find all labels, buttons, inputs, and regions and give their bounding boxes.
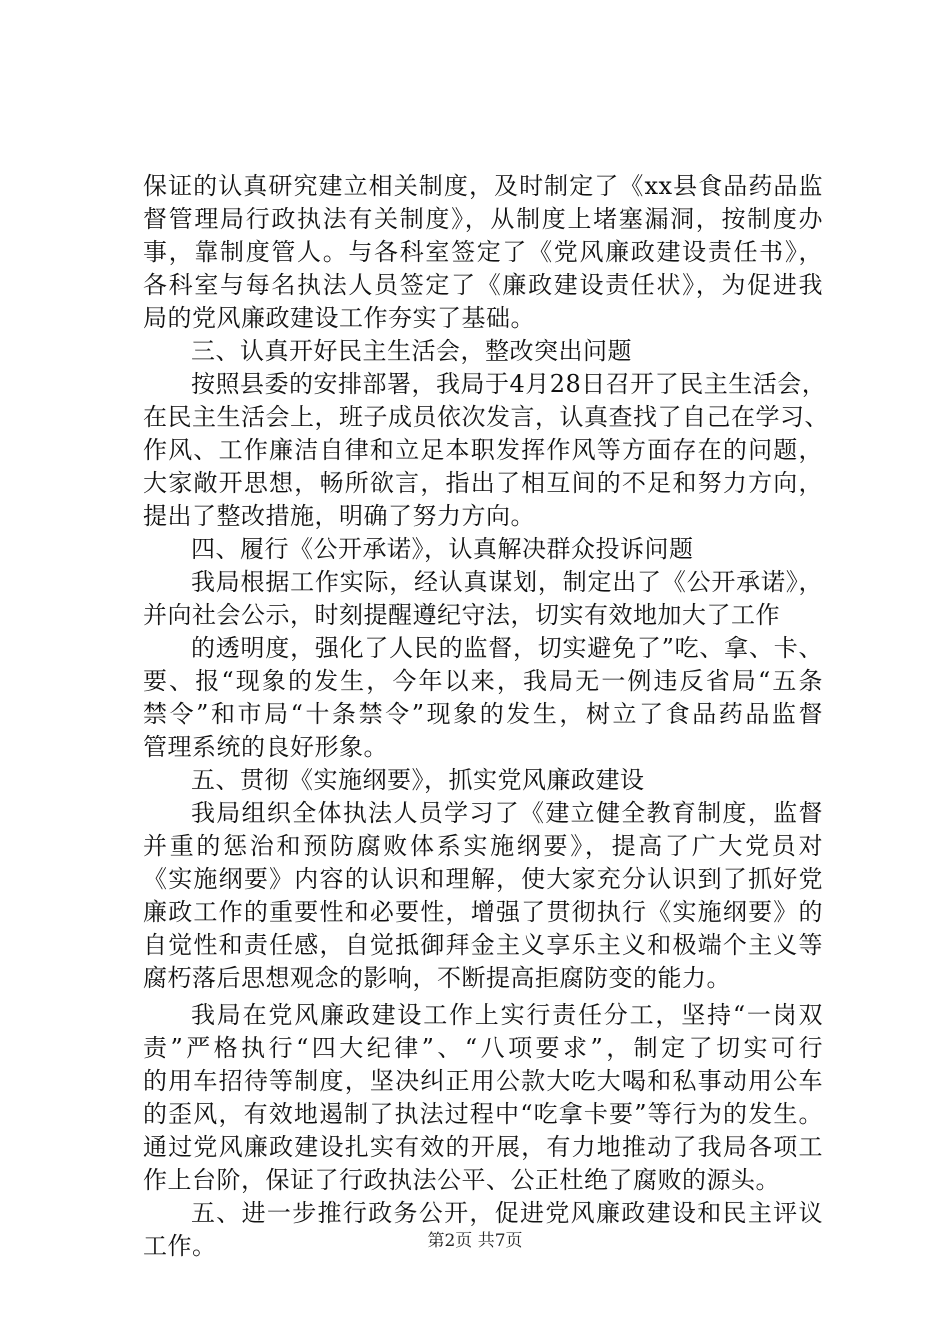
text-line: 保证的认真研究建立相关制度，及时制定了《xx县食品药品监: [143, 172, 823, 200]
document-body: [143, 170, 829, 1263]
section-heading: 五、进一步推行政务公开，促进党风廉政建设和民主评议: [191, 1199, 823, 1227]
text-line: 要、报“现象的发生，今年以来，我局无一例违反省局“五条: [143, 667, 823, 695]
page-number: 第2页 共7页: [427, 1231, 523, 1251]
text-line: 在民主生活会上，班子成员依次发言，认真查找了自己在学习、: [143, 403, 829, 431]
text-line: 事，靠制度管人。与各科室签定了《党风廉政建设责任书》，: [143, 238, 823, 266]
text-line: 的透明度，强化了人民的监督，切实避免了”吃、拿、卡、: [191, 634, 823, 662]
text-line: 并向社会公示，时刻提醒遵纪守法，切实有效地加大了工作: [143, 601, 780, 629]
text-line: 腐朽落后思想观念的影响，不断提高拒腐防变的能力。: [143, 964, 731, 992]
text-line: 按照县委的安排部署，我局于4月28日召开了民主生活会，: [191, 370, 827, 398]
text-line: 局的党风廉政建设工作夯实了基础。: [143, 304, 535, 332]
text-line: 工作。: [143, 1232, 217, 1260]
text-line: 通过党风廉政建设扎实有效的开展，有力地推动了我局各项工: [143, 1133, 823, 1161]
text-line: 作上台阶，保证了行政执法公平、公正杜绝了腐败的源头。: [143, 1166, 780, 1194]
text-line: 禁令”和市局“十条禁令”现象的发生，树立了食品药品监督: [143, 700, 823, 728]
text-line: 《实施纲要》内容的认识和理解，使大家充分认识到了抓好党: [143, 865, 823, 893]
text-line: 作风、工作廉洁自律和立足本职发挥作风等方面存在的问题，: [143, 436, 823, 464]
section-heading: 四、履行《公开承诺》，认真解决群众投诉问题: [191, 535, 694, 563]
text-line: 督管理局行政执法有关制度》，从制度上堵塞漏洞，按制度办: [143, 205, 823, 233]
text-line: 提出了整改措施，明确了努力方向。: [143, 502, 535, 530]
section-heading: 三、认真开好民主生活会，整改突出问题: [191, 337, 632, 365]
text-line: 各科室与每名执法人员签定了《廉政建设责任状》，为促进我: [143, 271, 823, 299]
text-line: 并重的惩治和预防腐败体系实施纲要》，提高了广大党员对: [143, 832, 823, 860]
text-line: 大家敞开思想，畅所欲言，指出了相互间的不足和努力方向，: [143, 469, 823, 497]
text-line: 廉政工作的重要性和必要性，增强了贯彻执行《实施纲要》的: [143, 898, 823, 926]
text-line: 自觉性和责任感，自觉抵御拜金主义享乐主义和极端个主义等: [143, 931, 823, 959]
text-line: 责”严格执行“四大纪律”、“八项要求”，制定了切实可行: [143, 1034, 823, 1062]
text-line: 我局组织全体执法人员学习了《建立健全教育制度，监督: [191, 799, 823, 827]
text-line: 管理系统的良好形象。: [143, 733, 388, 761]
text-line: 我局在党风廉政建设工作上实行责任分工，坚持“一岗双: [191, 1001, 823, 1029]
text-line: 的歪风，有效地遏制了执法过程中“吃拿卡要”等行为的发生。: [143, 1100, 823, 1128]
text-line: 我局根据工作实际，经认真谋划，制定出了《公开承诺》，: [191, 568, 823, 596]
section-heading: 五、贯彻《实施纲要》，抓实党风廉政建设: [191, 766, 645, 794]
text-line: 的用车招待等制度，坚决纠正用公款大吃大喝和私事动用公车: [143, 1067, 823, 1095]
